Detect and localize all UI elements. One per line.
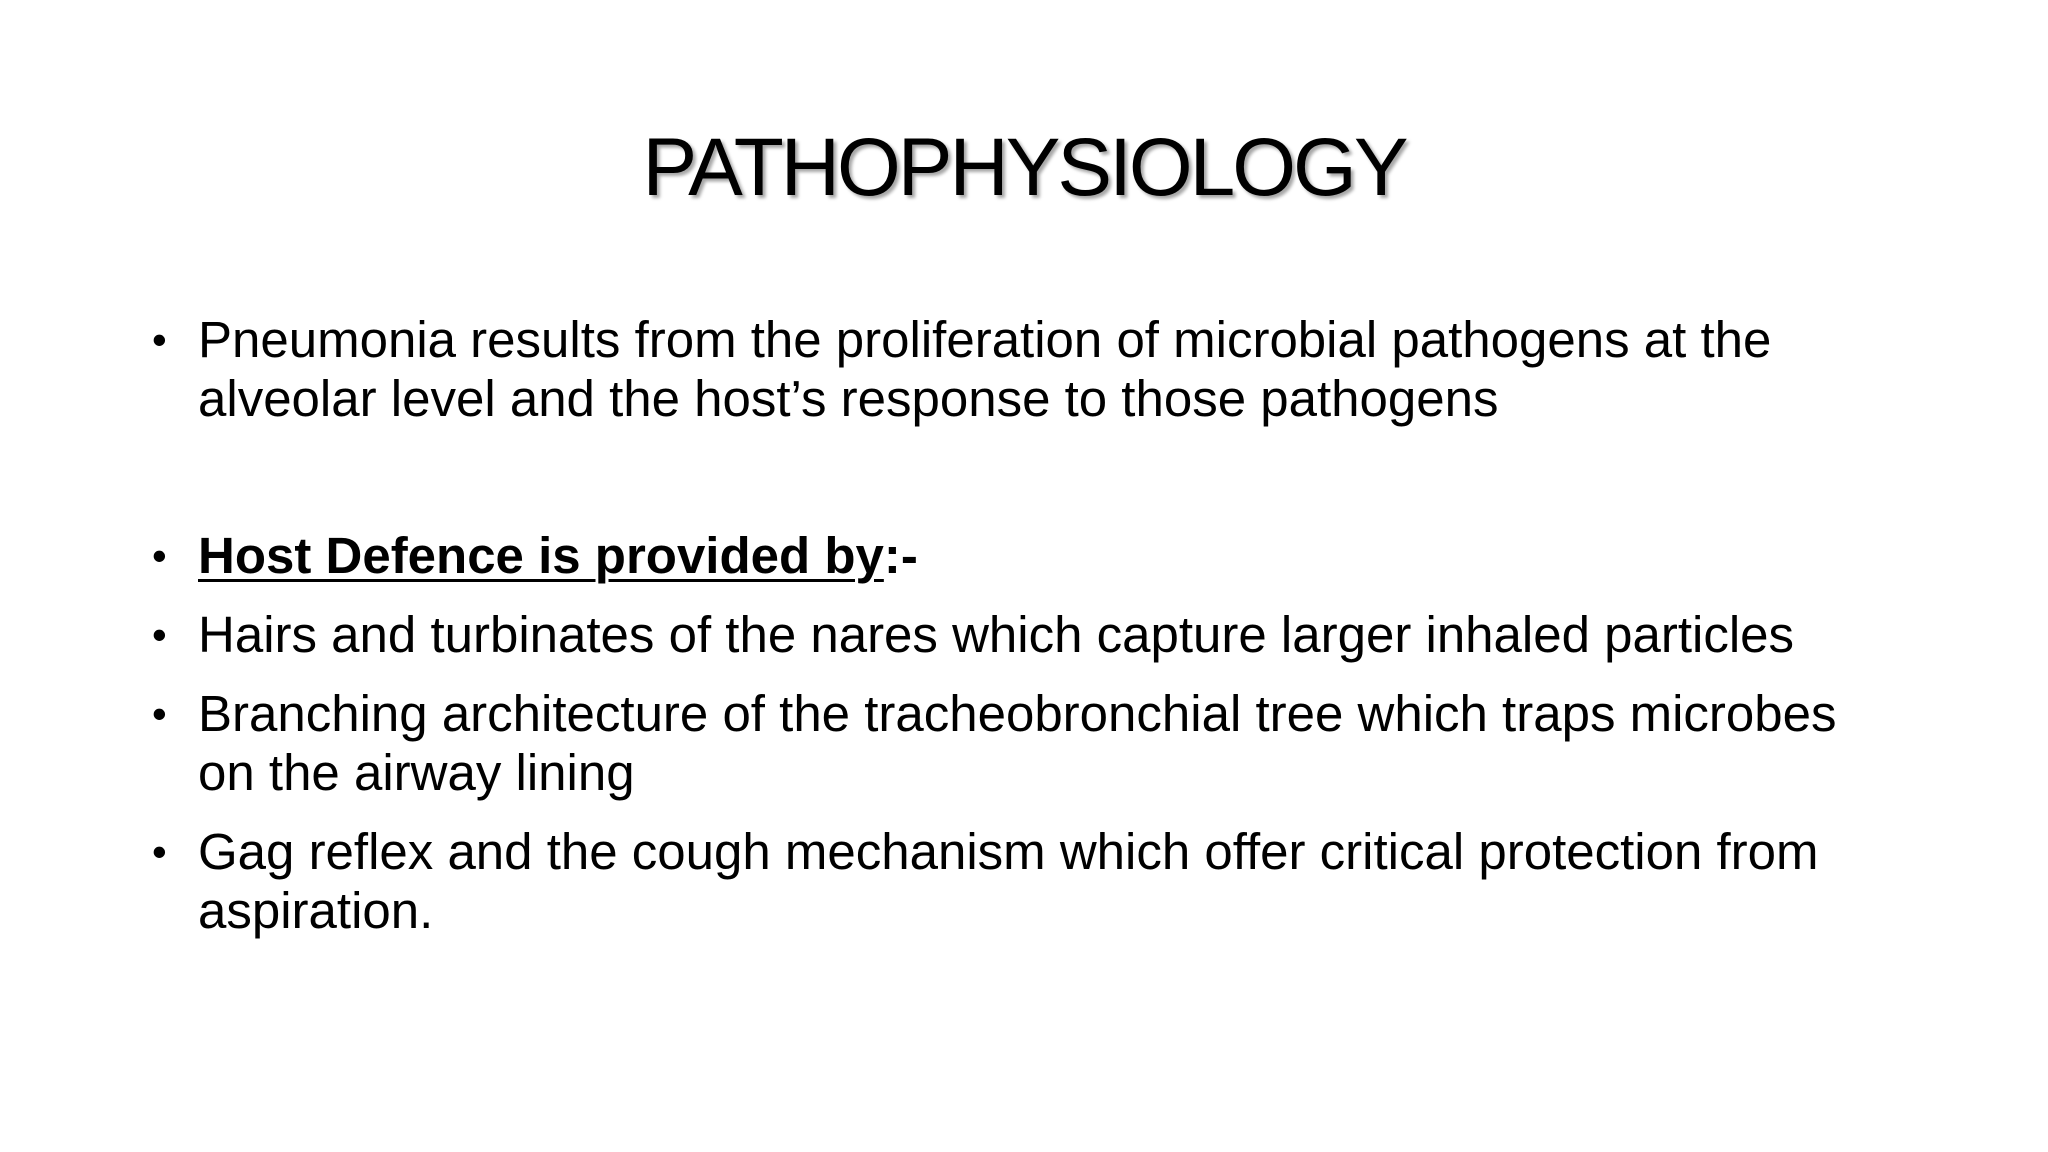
defence-heading-suffix: :- (883, 527, 918, 584)
slide-title: PATHOPHYSIOLOGY (642, 122, 1406, 213)
defence-item-text: Gag reflex and the cough mechanism which offer critical protection from aspiration. (198, 823, 1819, 939)
bullet-dot-icon: • (152, 611, 167, 658)
bullet-intro (150, 310, 1870, 428)
bullet-defence-item (150, 684, 1870, 802)
defence-heading-text: Host Defence is provided by (198, 527, 884, 584)
bullet-defence-item (150, 822, 1870, 940)
bullet-dot-icon: • (152, 532, 167, 579)
bullet-defence-heading (150, 526, 1870, 585)
bullet-intro-text: Pneumonia results from the proliferation of microbial pathogens at the alveolar level and the host’s response to those pathogens (198, 311, 1772, 427)
bullet-list (150, 310, 1870, 940)
defence-item-text: Branching architecture of the tracheobronchial tree which traps microbes on the airway lining (198, 685, 1837, 801)
bullet-dot-icon: • (152, 690, 167, 737)
bullet-defence-item (150, 605, 1870, 664)
bullet-dot-icon: • (152, 828, 167, 875)
bullet-dot-icon: • (152, 316, 167, 363)
defence-item-text: Hairs and turbinates of the nares which capture larger inhaled particles (198, 606, 1795, 663)
